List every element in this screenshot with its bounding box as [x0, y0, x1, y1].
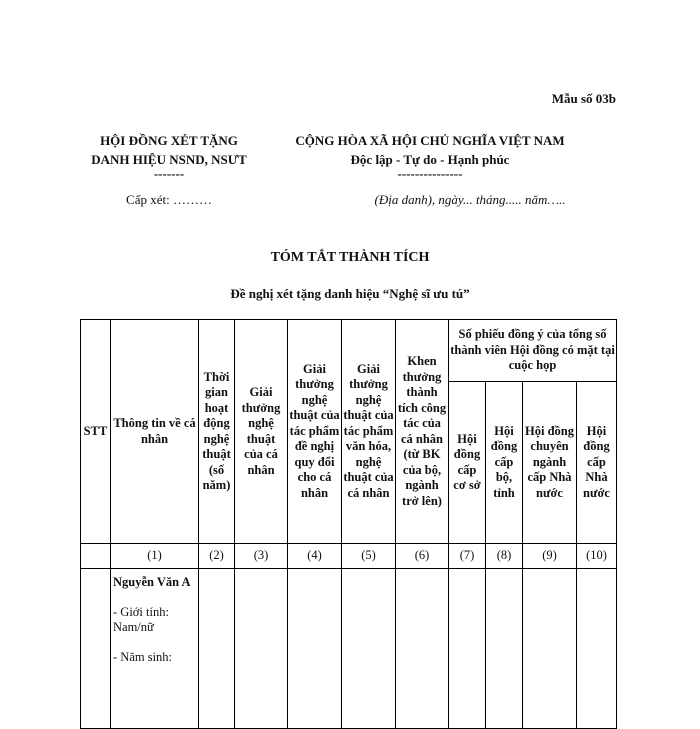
- column-number: (9): [523, 544, 577, 569]
- column-number: (2): [199, 544, 235, 569]
- row-stt-cell: [81, 569, 111, 729]
- person-birth-year: - Năm sinh:: [113, 649, 173, 664]
- header-row-1: [81, 320, 617, 382]
- column-number: (3): [235, 544, 288, 569]
- issuing-body-header: [62, 131, 276, 179]
- column-number: (10): [577, 544, 617, 569]
- row-cell: [486, 569, 523, 729]
- header-council-base: Hội đồng cấp cơ sở: [449, 382, 486, 544]
- document-title: TÓM TẮT THÀNH TÍCH: [270, 250, 430, 265]
- column-number-blank: [81, 544, 111, 569]
- national-header: [265, 131, 595, 179]
- header-council-state: Hội đồng cấp Nhà nước: [577, 382, 617, 544]
- issuing-body-line2: DANH HIỆU NSND, NSƯT: [91, 152, 247, 167]
- column-number: (5): [342, 544, 396, 569]
- issuing-body-rule: -------: [153, 166, 185, 181]
- row-cell: [396, 569, 449, 729]
- column-number: (8): [486, 544, 523, 569]
- issuing-body-line1: HỘI ĐỒNG XÉT TẶNG: [100, 133, 238, 148]
- column-number: (4): [288, 544, 342, 569]
- table-row: [81, 569, 617, 729]
- column-number: (1): [111, 544, 199, 569]
- place-date: (Địa danh), ngày... tháng..... năm…..: [374, 192, 566, 207]
- header-work-awards: Giải thưởng nghệ thuật của tác phẩm đề nghị quy đổi cho cá nhân: [288, 320, 342, 544]
- header-council-ministry: Hội đồng cấp bộ, tỉnh: [486, 382, 523, 544]
- header-commendation: Khen thưởng thành tích công tác của cá nhân (từ BK của bộ, ngành trở lên): [396, 320, 449, 544]
- document-subtitle: Đề nghị xét tặng danh hiệu “Nghệ sĩ ưu tú”: [230, 286, 470, 301]
- column-number: (7): [449, 544, 486, 569]
- header-stt: STT: [81, 320, 111, 544]
- person-info-cell: [111, 569, 199, 729]
- form-code: Mẫu số 03b: [551, 91, 616, 106]
- row-cell: [523, 569, 577, 729]
- row-cell: [288, 569, 342, 729]
- row-cell: [199, 569, 235, 729]
- row-cell: [235, 569, 288, 729]
- header-culture-awards: Giải thưởng nghệ thuật của tác phẩm văn hóa, nghệ thuật của cá nhân: [342, 320, 396, 544]
- row-cell: [449, 569, 486, 729]
- national-motto: Độc lập - Tự do - Hạnh phúc: [350, 152, 510, 167]
- row-cell: [342, 569, 396, 729]
- header-council-specialized: Hội đồng chuyên ngành cấp Nhà nước: [523, 382, 577, 544]
- person-name: Nguyễn Văn A: [113, 575, 191, 589]
- cap-xet: Cấp xét: ………: [126, 192, 212, 207]
- column-number: (6): [396, 544, 449, 569]
- header-art-awards: Giải thưởng nghệ thuật của cá nhân: [235, 320, 288, 544]
- header-votes-group: Số phiếu đồng ý của tổng số thành viên Hội đồng có mặt tại cuộc họp: [449, 320, 617, 382]
- row-cell: [577, 569, 617, 729]
- person-gender: - Giới tính: Nam/nữ: [113, 604, 169, 634]
- column-number-row: [81, 544, 617, 569]
- national-rule: ---------------: [397, 166, 463, 181]
- achievement-table: [80, 319, 617, 729]
- header-time: Thời gian hoạt động nghệ thuật (số năm): [199, 320, 235, 544]
- national-title: CỘNG HÒA XÃ HỘI CHỦ NGHĨA VIỆT NAM: [295, 133, 565, 148]
- header-personal-info: Thông tin về cá nhân: [111, 320, 199, 544]
